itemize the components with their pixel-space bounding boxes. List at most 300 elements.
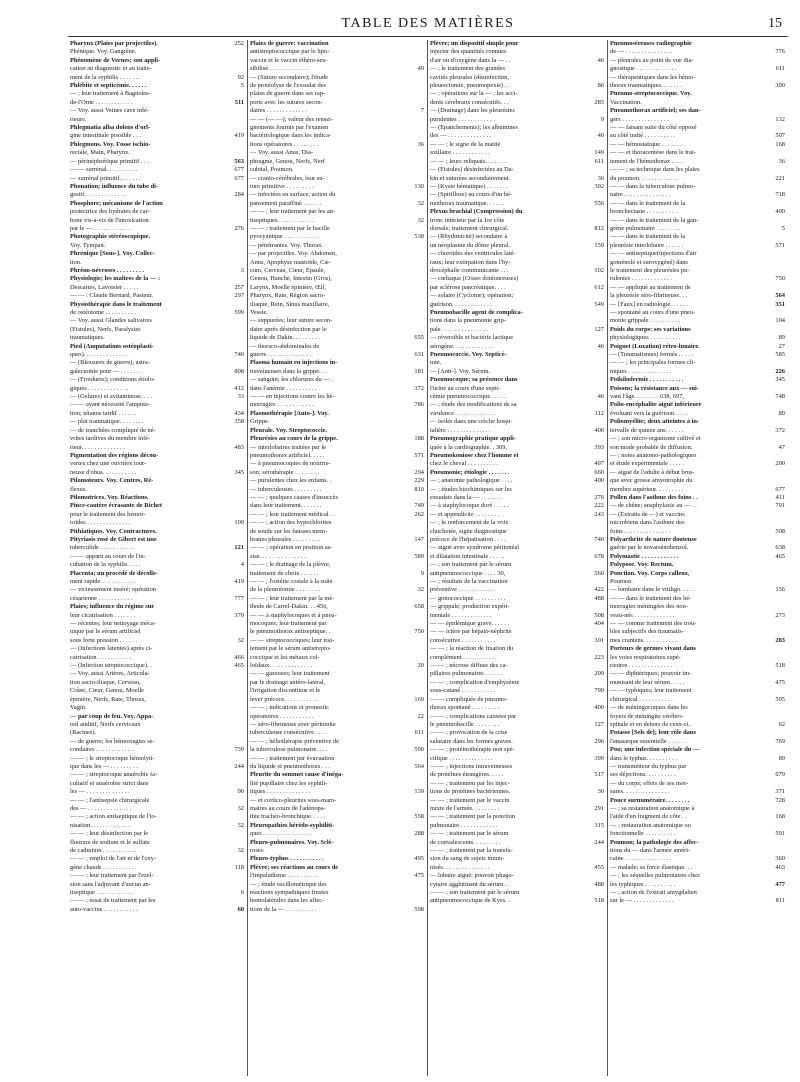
index-entry bbox=[610, 191, 785, 199]
entry-page bbox=[588, 191, 604, 199]
index-entry bbox=[250, 317, 424, 325]
entry-text: nisation. . . . . . . . . . . . . bbox=[70, 821, 131, 829]
entry-page bbox=[408, 670, 424, 678]
entry-text: mocoques; leur traitement par bbox=[250, 620, 327, 628]
entry-page: 638 bbox=[775, 544, 785, 552]
entry-text: cytaire agglutinant du sérum . . bbox=[430, 880, 510, 888]
entry-text: césarienne . . . . . . . . . . . bbox=[70, 594, 133, 602]
index-entry bbox=[70, 452, 244, 460]
entry-page: 89 bbox=[778, 754, 785, 762]
index-entry bbox=[250, 637, 424, 645]
index-entry bbox=[250, 401, 424, 409]
index-entry bbox=[610, 486, 785, 494]
entry-text: tions opératoires . . . . . . . . bbox=[250, 140, 318, 148]
index-entry bbox=[70, 124, 244, 132]
entry-text: cubital, Poumon. bbox=[250, 166, 294, 174]
index-entry bbox=[430, 65, 604, 73]
index-entry bbox=[430, 317, 604, 325]
entry-page bbox=[769, 200, 785, 208]
entry-page bbox=[769, 326, 785, 334]
entry-page: 400 bbox=[775, 208, 785, 216]
index-entry bbox=[430, 645, 604, 653]
index-columns bbox=[68, 40, 788, 1076]
entry-page: 7 bbox=[420, 107, 424, 115]
entry-text: son mode probable de diffusion. bbox=[610, 443, 693, 451]
index-entry bbox=[70, 544, 244, 552]
entry-text: — — (— —); valeur des rensei- bbox=[250, 115, 334, 123]
entry-page bbox=[408, 494, 424, 502]
index-entry bbox=[610, 141, 785, 149]
index-entry bbox=[610, 595, 785, 603]
entry-page: 463 bbox=[775, 863, 785, 871]
entry-page bbox=[588, 90, 604, 98]
entry-page: 36 bbox=[417, 140, 424, 148]
index-entry bbox=[250, 40, 424, 48]
index-entry bbox=[70, 132, 244, 140]
entry-text: Phénique. Voy. Gangrène. bbox=[70, 48, 137, 56]
entry-text: physiologiques . . . . . . . . . . bbox=[610, 334, 681, 342]
index-entry bbox=[430, 242, 604, 250]
entry-text: — — hémostatique . . . . . . . . bbox=[610, 140, 686, 148]
entry-text: — de tranchées compliqué de né- bbox=[70, 426, 156, 434]
entry-page bbox=[228, 713, 244, 721]
entry-page: 188 bbox=[414, 435, 424, 443]
entry-text: Plaies de guerre: vaccination bbox=[250, 40, 329, 47]
entry-page bbox=[588, 696, 604, 704]
index-entry bbox=[250, 746, 424, 754]
index-entry bbox=[430, 259, 604, 267]
entry-page bbox=[588, 401, 604, 409]
entry-text: — ; son micro-organisme cultivé et bbox=[610, 435, 701, 443]
index-entry bbox=[430, 309, 604, 317]
entry-text: vaccin et le vaccin éthéro-seu- bbox=[250, 56, 328, 64]
entry-text: — (Drainage) dans les pleurésies bbox=[430, 107, 515, 115]
entry-page bbox=[588, 292, 604, 300]
entry-text: — Voy. aussi Anus, Dia- bbox=[250, 149, 313, 157]
entry-page: 36 bbox=[597, 174, 604, 182]
entry-page bbox=[769, 99, 785, 107]
entry-page bbox=[408, 149, 424, 157]
entry-text: tions de protéines bactériennes. bbox=[430, 788, 511, 796]
entry-page bbox=[408, 578, 424, 586]
entry-text: Phonation; influence du tube di- bbox=[70, 182, 159, 190]
entry-page bbox=[769, 469, 785, 477]
index-entry bbox=[430, 738, 604, 746]
index-entry bbox=[610, 721, 785, 729]
index-entry bbox=[250, 704, 424, 712]
index-entry bbox=[250, 427, 424, 435]
entry-text: plaies de guerre dans ses rap- bbox=[250, 90, 326, 98]
entry-page bbox=[408, 881, 424, 889]
entry-page bbox=[588, 368, 604, 376]
entry-text: — solaire (Cyclome); opération; bbox=[430, 292, 514, 300]
entry-text: sures. . . . . . . . . . . . . . . bbox=[610, 788, 670, 796]
entry-page bbox=[228, 65, 244, 73]
index-entry bbox=[70, 65, 244, 73]
index-entry bbox=[610, 687, 785, 695]
entry-text: — — à staphylocoques et à pneu- bbox=[250, 611, 337, 619]
entry-text: reil auditif, Nerfs cervicaux bbox=[70, 720, 141, 728]
entry-text: — isolés dans une crèche hospi- bbox=[430, 418, 513, 426]
entry-page: 799 bbox=[594, 687, 604, 695]
index-entry bbox=[250, 889, 424, 897]
entry-page bbox=[769, 519, 785, 527]
index-entry bbox=[70, 570, 244, 578]
entry-text: rieures . . . . . . . . . . . . . . bbox=[610, 662, 673, 670]
entry-text: — — ayant nécessité l'amputa- bbox=[70, 401, 150, 409]
index-entry bbox=[430, 444, 604, 452]
entry-page: 32 bbox=[237, 636, 244, 644]
entry-text: rieur. . . . . . . . . . . . . . bbox=[70, 443, 125, 451]
index-entry bbox=[610, 200, 785, 208]
index-entry bbox=[70, 763, 244, 771]
entry-text: liquide de Dakin. . . . . . . . . bbox=[250, 334, 320, 342]
entry-page bbox=[588, 334, 604, 342]
index-entry bbox=[430, 225, 604, 233]
index-entry bbox=[250, 679, 424, 687]
entry-text: — par coup de feu. Voy. Appa- bbox=[70, 712, 154, 720]
entry-page: 358 bbox=[234, 418, 244, 426]
entry-text: coccique et les métaux col- bbox=[250, 653, 320, 661]
index-entry bbox=[610, 788, 785, 796]
entry-page bbox=[408, 738, 424, 746]
entry-page bbox=[228, 696, 244, 704]
entry-page bbox=[408, 654, 424, 662]
entry-text: tion; tétanos tardif . . . . . . bbox=[70, 409, 137, 417]
entry-text: nique par le sérum artificiel bbox=[70, 628, 141, 636]
entry-text: cifique . . . . . . . . . . . . . . bbox=[430, 754, 493, 762]
entry-text: Pneumonie; étiologie . . . . . . . bbox=[430, 468, 510, 476]
entry-text: — thoraco-abdominales de bbox=[250, 342, 320, 350]
index-entry bbox=[610, 544, 785, 552]
entry-text: Plèvre; ses réactions au cours de bbox=[250, 863, 339, 871]
entry-text: tuberculeuse consécutive . . . . bbox=[250, 729, 327, 737]
entry-text: dans leur traitement. . . . . . . bbox=[250, 502, 322, 510]
entry-page bbox=[408, 679, 424, 687]
entry-page bbox=[228, 57, 244, 65]
entry-text: bles subjectifs des traumatis- bbox=[610, 628, 685, 636]
entry-page bbox=[228, 301, 244, 309]
index-entry bbox=[610, 334, 785, 342]
entry-page bbox=[228, 359, 244, 367]
entry-page bbox=[588, 250, 604, 258]
entry-page bbox=[228, 502, 244, 510]
entry-page bbox=[408, 191, 424, 199]
entry-text: de — . . . . . . . . . . . . . . . bbox=[610, 48, 672, 56]
entry-page bbox=[228, 242, 244, 250]
entry-page bbox=[588, 578, 604, 586]
entry-page bbox=[769, 822, 785, 830]
entry-text: phragme, Genou, Nerfs, Nerf bbox=[250, 157, 325, 165]
entry-page bbox=[228, 124, 244, 132]
entry-page bbox=[408, 359, 424, 367]
entry-page bbox=[769, 889, 785, 897]
entry-text: évoluant vers la guérison. . . . . bbox=[610, 409, 689, 417]
index-entry bbox=[250, 477, 424, 485]
index-entry bbox=[250, 158, 424, 166]
entry-page: 419 bbox=[234, 132, 244, 140]
entry-page: 112 bbox=[594, 409, 604, 417]
index-entry bbox=[250, 578, 424, 586]
index-entry bbox=[70, 603, 244, 611]
index-entry bbox=[610, 662, 785, 670]
entry-page: 419 bbox=[234, 578, 244, 585]
index-entry bbox=[610, 738, 785, 746]
index-entry bbox=[430, 662, 604, 670]
index-entry bbox=[70, 486, 244, 494]
entry-page: 518 bbox=[775, 662, 785, 670]
index-entry bbox=[70, 368, 244, 376]
entry-page: 109 bbox=[234, 519, 244, 527]
index-entry bbox=[430, 729, 604, 737]
index-entry bbox=[610, 553, 785, 561]
entry-page bbox=[228, 141, 244, 149]
entry-text: — — comme traitement des trou- bbox=[610, 620, 697, 628]
entry-text: — grippale; production expéri- bbox=[430, 603, 510, 611]
index-entry bbox=[430, 780, 604, 788]
entry-text: les — . . . . . . . . . . . . . . bbox=[70, 788, 130, 796]
entry-text: Pharynx (Plaies par projectiles). bbox=[70, 40, 158, 47]
entry-text: pulmonaire . . . . . . . . . . . . bbox=[430, 821, 498, 829]
index-entry bbox=[70, 822, 244, 830]
entry-text: Pleurésies au cours de la grippe. bbox=[250, 435, 338, 443]
entry-page: 466 bbox=[234, 653, 244, 661]
entry-text: Pince-cautère écrasante de Richet bbox=[70, 502, 162, 510]
entry-page bbox=[769, 57, 785, 65]
index-entry bbox=[250, 872, 424, 880]
entry-page: 46 bbox=[597, 56, 604, 64]
entry-text: Polypose. Voy. Rectum. bbox=[610, 561, 674, 569]
entry-page: 591 bbox=[775, 830, 785, 838]
page-number: 15 bbox=[768, 16, 782, 31]
index-entry bbox=[610, 284, 785, 292]
index-entry bbox=[610, 881, 785, 889]
entry-page: 283 bbox=[775, 636, 785, 644]
entry-text: — tuberculeuses . . . . . . . . . bbox=[250, 485, 322, 493]
index-entry bbox=[70, 864, 244, 872]
index-entry bbox=[610, 444, 785, 452]
index-entry bbox=[250, 502, 424, 510]
entry-page bbox=[408, 645, 424, 653]
entry-text: membre supérieur. . . . . . . . . bbox=[610, 485, 684, 493]
entry-page bbox=[228, 797, 244, 805]
entry-page: 372 bbox=[775, 426, 785, 434]
entry-text: rulentes . . . . . . . . . . . . . bbox=[610, 275, 672, 283]
index-entry bbox=[610, 477, 785, 485]
entry-text: traveineuses dans la grippe. . . bbox=[250, 367, 328, 375]
index-entry bbox=[610, 385, 785, 393]
entry-page: 89 bbox=[778, 409, 785, 417]
entry-page: 345 bbox=[775, 376, 785, 384]
entry-page bbox=[228, 780, 244, 788]
index-entry bbox=[70, 284, 244, 292]
entry-page: 517 bbox=[594, 771, 604, 779]
index-entry bbox=[250, 628, 424, 636]
index-entry bbox=[70, 839, 244, 847]
entry-text: l'aide d'un fragment de côte . . bbox=[610, 813, 687, 821]
index-entry bbox=[610, 889, 785, 897]
entry-text: — réversible et bactérie lactique bbox=[430, 334, 514, 342]
entry-text: galectomie pour — . . . . . . . bbox=[70, 367, 142, 375]
index-entry bbox=[250, 149, 424, 157]
index-entry bbox=[250, 334, 424, 342]
entry-text: virulence. . . . . . . . . . . . . bbox=[430, 409, 494, 417]
index-entry bbox=[610, 805, 785, 813]
entry-page: 399 bbox=[594, 754, 604, 762]
index-entry bbox=[430, 57, 604, 65]
index-entry bbox=[610, 351, 785, 359]
index-entry bbox=[610, 780, 785, 788]
index-entry bbox=[610, 74, 785, 82]
index-entry bbox=[250, 738, 424, 746]
index-entry bbox=[610, 670, 785, 678]
entry-text: — — ; indications et pronostic bbox=[250, 704, 329, 712]
entry-page bbox=[408, 40, 424, 48]
index-entry bbox=[610, 763, 785, 771]
entry-page bbox=[228, 721, 244, 729]
entry-page bbox=[228, 376, 244, 384]
entry-page bbox=[588, 233, 604, 241]
entry-text: — vicieusement inséré; opération bbox=[70, 586, 157, 594]
entry-text: — (Spirillose) au cours d'un hé- bbox=[430, 191, 512, 199]
entry-page: 404 bbox=[594, 620, 604, 628]
entry-page bbox=[588, 528, 604, 536]
entry-text: — — ; traitement par le vaccin bbox=[430, 796, 510, 804]
entry-text: Pneumococcie. Voy. Septicé- bbox=[430, 351, 507, 359]
index-entry bbox=[610, 267, 785, 275]
index-entry bbox=[250, 275, 424, 283]
entry-text: morragies . . . . . . . . . . . . bbox=[250, 401, 314, 409]
entry-text: Pleuro-typhus . . . . . . . . . . . bbox=[250, 855, 324, 863]
entry-page bbox=[408, 822, 424, 830]
entry-page: 291 bbox=[594, 804, 604, 812]
entry-text: rieure. bbox=[70, 115, 87, 123]
entry-page: 132 bbox=[775, 115, 785, 123]
entry-text: — ; leur traitement à Bagnoles- bbox=[70, 90, 151, 98]
index-entry bbox=[250, 376, 424, 384]
entry-page: 168 bbox=[775, 813, 785, 821]
index-entry bbox=[610, 897, 785, 905]
entry-text: — interlobaires traitées par le bbox=[250, 443, 326, 451]
entry-text: (Fistules), Nerfs, Paralysies bbox=[70, 325, 141, 333]
entry-page bbox=[408, 620, 424, 628]
index-entry bbox=[70, 401, 244, 409]
index-entry bbox=[250, 368, 424, 376]
entry-page: 370 bbox=[234, 611, 244, 619]
entry-page bbox=[769, 40, 785, 48]
entry-text: — surrénal primitif. . . . . . . bbox=[70, 174, 141, 182]
entry-text: — (Blessures de guerre); astra- bbox=[70, 359, 150, 367]
index-entry bbox=[610, 679, 785, 687]
entry-page: 46 bbox=[597, 393, 604, 401]
entry-page: 599 bbox=[234, 309, 244, 316]
index-entry bbox=[610, 839, 785, 847]
entry-page: 47 bbox=[778, 443, 785, 451]
entry-text: iliaque, Rein, Sinus maxillaire, bbox=[250, 300, 330, 308]
index-entry bbox=[610, 746, 785, 754]
entry-page bbox=[588, 679, 604, 687]
index-entry bbox=[430, 813, 604, 821]
entry-text: tions dans la pneumonie grip- bbox=[430, 317, 506, 325]
index-entry bbox=[70, 217, 244, 225]
entry-text: gers . . . . . . . . . . . . . . . bbox=[610, 115, 669, 123]
entry-text: Poliomyélite; deux atteintes à in- bbox=[610, 418, 700, 426]
index-entry bbox=[610, 586, 785, 594]
entry-text: vertes chez une ouvrière tour- bbox=[70, 460, 147, 468]
index-entry bbox=[250, 595, 424, 603]
index-entry bbox=[610, 654, 785, 662]
entry-text: traitement de choix . . . . . . bbox=[250, 569, 319, 577]
entry-text: — — compliquée de pneumo- bbox=[430, 695, 508, 703]
entry-page: 563 bbox=[234, 157, 244, 165]
entry-text: — ; le renforcement de la voix bbox=[430, 519, 509, 527]
entry-page bbox=[769, 511, 785, 519]
entry-text: sion sans l'adjuvant d'aucun an- bbox=[70, 880, 151, 888]
entry-page: 422 bbox=[594, 586, 604, 594]
entry-page bbox=[408, 780, 424, 788]
entry-text: — — ; opération en position as- bbox=[250, 544, 333, 552]
entry-page bbox=[588, 418, 604, 426]
entry-text: et dilatation intestinale . . . . . bbox=[430, 552, 505, 560]
entry-text: tion sacro-iliaque, Cerveau, bbox=[70, 678, 141, 686]
entry-page: 9 bbox=[600, 115, 604, 123]
entry-page: 393 bbox=[594, 443, 604, 451]
index-entry bbox=[430, 637, 604, 645]
index-entry bbox=[430, 881, 604, 889]
entry-text: l'impaludisme . . . . . . . . . . bbox=[250, 872, 318, 880]
entry-page bbox=[588, 830, 604, 838]
entry-text: Pilomotrices. Voy. Réactions. bbox=[70, 493, 149, 501]
index-entry bbox=[70, 494, 244, 502]
entry-page: 508 bbox=[775, 527, 785, 535]
index-entry bbox=[430, 90, 604, 98]
index-entry bbox=[610, 847, 785, 855]
index-entry bbox=[250, 351, 424, 359]
index-entry bbox=[70, 553, 244, 561]
entry-page bbox=[588, 544, 604, 552]
index-entry bbox=[70, 191, 244, 199]
entry-page bbox=[408, 418, 424, 426]
entry-page bbox=[228, 511, 244, 519]
entry-text: loïdaux. . . . . . . . . . . . . . bbox=[250, 662, 313, 670]
index-entry bbox=[70, 670, 244, 678]
entry-text: au côté traité . . . . . . . . . . bbox=[610, 132, 675, 140]
index-entry bbox=[250, 897, 424, 905]
entry-page: 678 bbox=[594, 552, 604, 560]
index-entry bbox=[250, 536, 424, 544]
entry-page bbox=[408, 444, 424, 452]
entry-text: — — apparu au cours de l'in- bbox=[70, 552, 146, 560]
entry-text: — — ; leur traitement par la mé- bbox=[250, 594, 335, 602]
entry-text: préventive . . . . . . . . . . . . bbox=[430, 586, 496, 594]
entry-text: la tuberculose pulmonaire. . . . bbox=[250, 746, 328, 754]
index-entry bbox=[610, 637, 785, 645]
entry-page: 400 bbox=[594, 477, 604, 485]
entry-page: 549 bbox=[594, 300, 604, 308]
index-entry bbox=[250, 805, 424, 813]
entry-page bbox=[228, 452, 244, 460]
index-entry bbox=[430, 418, 604, 426]
entry-page bbox=[408, 561, 424, 569]
index-entry bbox=[70, 511, 244, 519]
entry-page bbox=[228, 603, 244, 611]
entry-text: Phlegmons. Voy. Fosse ischio- bbox=[70, 140, 151, 148]
entry-text: par le drainage antéro-latéral, bbox=[250, 678, 326, 686]
entry-page bbox=[408, 158, 424, 166]
index-entry bbox=[70, 906, 244, 914]
index-entry bbox=[70, 872, 244, 880]
index-entry bbox=[250, 435, 424, 443]
